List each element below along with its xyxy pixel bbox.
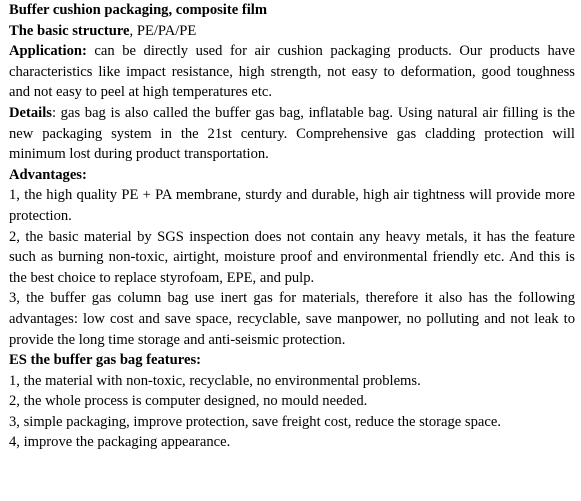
feature-item-3: 3, simple packaging, improve protection, save freight cost, reduce the storage space.: [9, 413, 501, 430]
features-heading: ES the buffer gas bag features:: [9, 352, 202, 369]
document-title: Buffer cushion packaging, composite film: [9, 2, 267, 18]
details-label: Details: [9, 104, 52, 121]
application-paragraph: [9, 41, 575, 103]
application-text: can be directly used for air cushion packaging products. Our products have characteristics like impact resistance, high strength, not easy to deformation, good toughness and not easy to peel at high temperatures etc.: [9, 43, 575, 101]
details-paragraph: [9, 103, 575, 165]
feature-item-2: 2, the whole process is computer designed, no mould needed.: [9, 393, 368, 410]
structure-label: The basic structure: [9, 22, 130, 39]
feature-item-1: 1, the material with non-toxic, recyclable, no environmental problems.: [9, 372, 421, 389]
advantage-item-3: 3, the buffer gas column bag use inert gas for materials, therefore it also has the following advantages: low cost and save space, recyclable, save manpower, no polluting and not leak to provide the long time storage and anti-seismic protection.: [9, 290, 575, 348]
details-text: : gas bag is also called the buffer gas bag, inflatable bag. Using natural air filling is the new packaging system in the 21st century. Comprehensive gas cladding protection will minimum lost during product transportation.: [9, 104, 575, 163]
structure-line: [9, 21, 575, 42]
application-label: Application:: [9, 43, 87, 60]
advantages-heading: Advantages:: [9, 166, 87, 183]
advantage-item-1: 1, the high quality PE + PA membrane, sturdy and durable, high air tightness will provide more protection.: [9, 187, 575, 224]
document-body: [9, 0, 575, 453]
advantage-item-2: 2, the basic material by SGS inspection does not contain any heavy metals, it has the feature such as burning non-toxic, airtight, moisture proof and environmental friendly etc. And this is the best choice to replace styrofoam, EPE, and pulp.: [9, 228, 575, 286]
feature-item-4: 4, improve the packaging appearance.: [9, 434, 231, 451]
structure-value: , PE/PA/PE: [129, 22, 197, 39]
